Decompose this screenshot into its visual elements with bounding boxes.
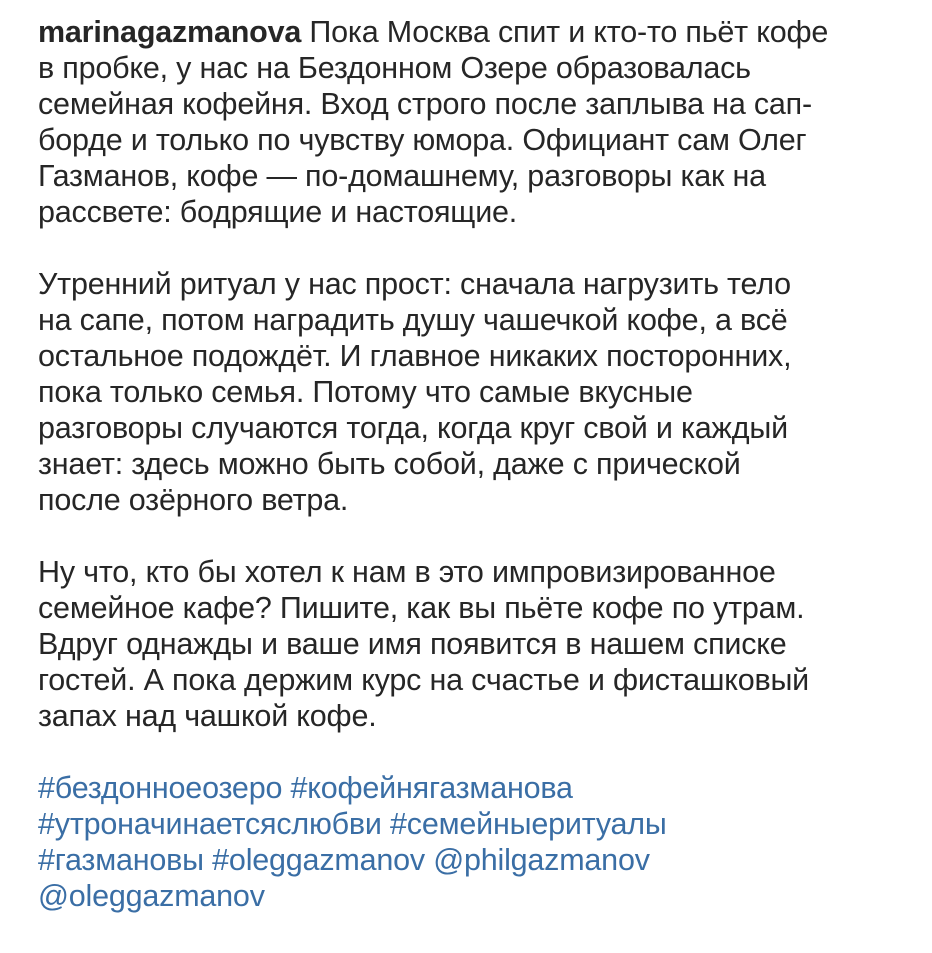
caption-line: пока только семья. Потому что самые вкусные (38, 375, 693, 409)
caption-line: на сапе, потом наградить душу чашечкой кофе, а всё (38, 303, 788, 337)
username-link[interactable]: marinagazmanova (38, 15, 302, 49)
hashtag-line (38, 842, 908, 878)
caption-line: в пробке, у нас на Бездонном Озере образовалась (38, 51, 751, 85)
hashtag-line (38, 878, 908, 914)
hashtag-line (38, 770, 908, 806)
caption-line (38, 14, 908, 50)
caption-paragraph-3 (38, 554, 908, 734)
caption-paragraph-1 (38, 14, 908, 230)
hashtag-link[interactable]: #oleggazmanov (212, 843, 425, 877)
caption-line: борде и только по чувству юмора. Официант сам Олег (38, 123, 807, 157)
caption-line: Вдруг однажды и ваше имя появится в нашем списке (38, 627, 787, 661)
hashtag-link[interactable]: #утроначинаетсяслюбви (38, 807, 382, 841)
hashtag-link[interactable]: #кофейнягазманова (290, 771, 573, 805)
caption-line: Ну что, кто бы хотел к нам в это импровизированное (38, 555, 776, 589)
hashtag-line (38, 806, 908, 842)
caption-line: рассвете: бодрящие и настоящие. (38, 195, 518, 229)
caption-line: Утренний ритуал у нас прост: сначала нагрузить тело (38, 267, 791, 301)
caption-line: гостей. А пока держим курс на счастье и фисташковый (38, 663, 810, 697)
mention-link[interactable]: @philgazmanov (433, 843, 650, 877)
hashtag-block (38, 770, 908, 914)
caption-paragraph-2 (38, 266, 908, 518)
post-caption (38, 14, 908, 914)
caption-line: запах над чашкой кофе. (38, 699, 377, 733)
hashtag-link[interactable]: #бездонноеозеро (38, 771, 283, 805)
caption-line: семейное кафе? Пишите, как вы пьёте кофе по утрам. (38, 591, 805, 625)
hashtag-link[interactable]: #семейныеритуалы (390, 807, 667, 841)
hashtag-link[interactable]: #газмановы (38, 843, 204, 877)
caption-line: разговоры случаются тогда, когда круг свой и каждый (38, 411, 788, 445)
caption-line: остальное подождёт. И главное никаких посторонних, (38, 339, 792, 373)
caption-line: семейная кофейня. Вход строго после заплыва на сап- (38, 87, 812, 121)
caption-line: Газманов, кофе — по-домашнему, разговоры как на (38, 159, 766, 193)
mention-link[interactable]: @oleggazmanov (38, 879, 265, 913)
caption-line: после озёрного ветра. (38, 483, 349, 517)
caption-line: знает: здесь можно быть собой, даже с прической (38, 447, 741, 481)
caption-text: Пока Москва спит и кто-то пьёт кофе (301, 15, 829, 49)
